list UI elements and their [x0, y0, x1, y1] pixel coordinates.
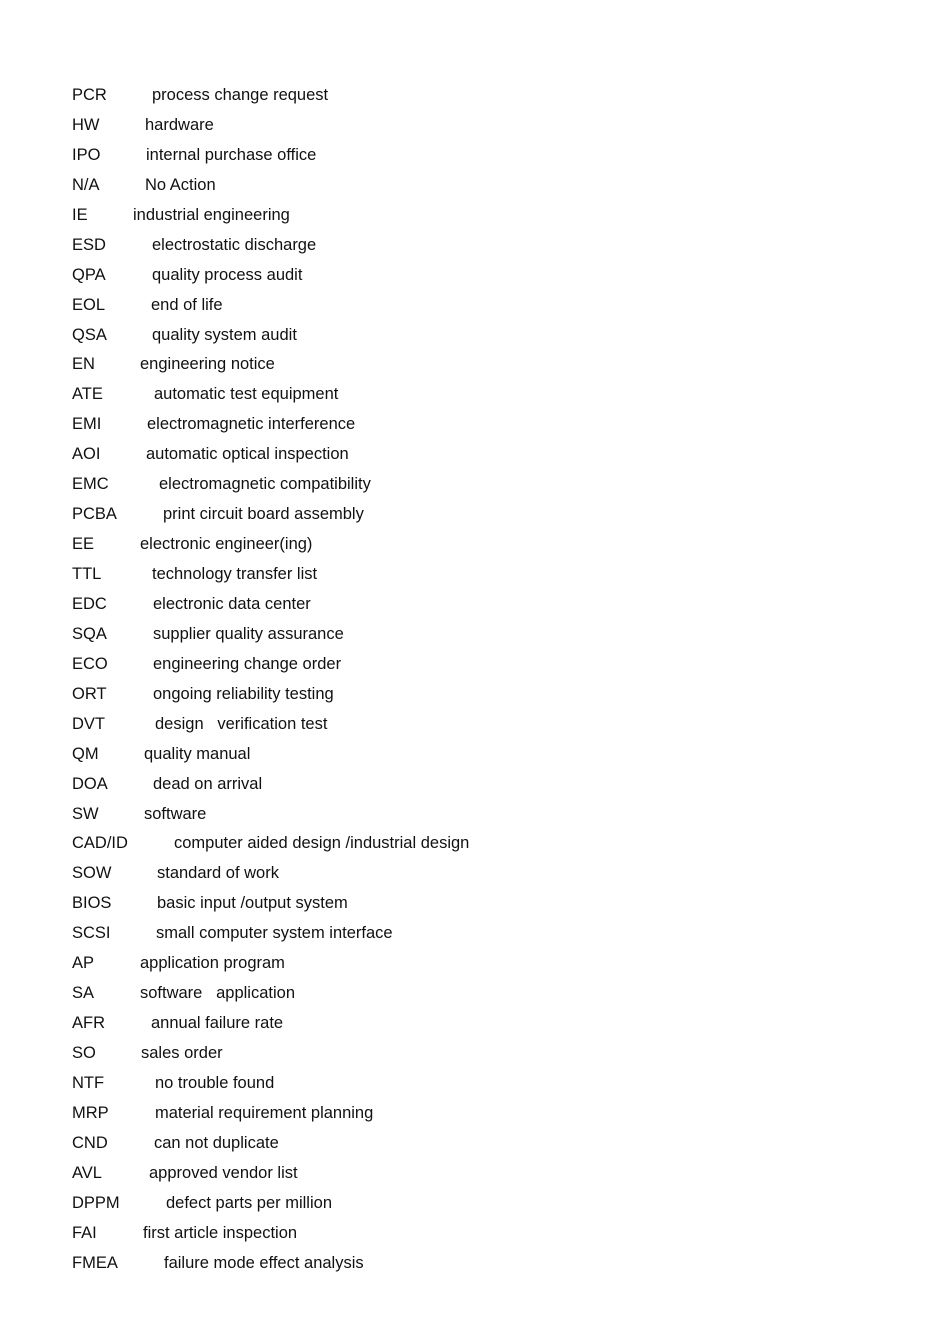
definition: software application — [140, 984, 296, 1003]
glossary-entry — [72, 414, 469, 444]
definition: computer aided design /industrial design — [174, 834, 470, 853]
glossary-entry — [72, 115, 469, 145]
glossary-entry — [72, 145, 469, 175]
definition: No Action — [145, 175, 216, 194]
abbreviation: SQA — [72, 624, 107, 643]
abbreviation: CAD/ID — [72, 834, 128, 853]
definition: basic input /output system — [157, 894, 348, 913]
definition: no trouble found — [155, 1073, 275, 1092]
definition: electromagnetic compatibility — [159, 475, 371, 494]
abbreviation: BIOS — [72, 894, 112, 913]
glossary-entry — [72, 474, 469, 504]
definition: first article inspection — [143, 1223, 298, 1242]
glossary-entry — [72, 1043, 469, 1073]
abbreviation: EMC — [72, 475, 109, 494]
glossary-entry — [72, 504, 469, 534]
abbreviation: EE — [72, 535, 95, 554]
abbreviation: MRP — [72, 1103, 109, 1122]
glossary-entry — [72, 295, 469, 325]
abbreviation: EMI — [72, 415, 102, 434]
definition: internal purchase office — [146, 145, 317, 164]
definition: design verification test — [155, 714, 328, 733]
abbreviation: TTL — [72, 565, 102, 583]
abbreviation: AP — [72, 954, 95, 973]
glossary-entry — [72, 235, 469, 265]
glossary-entry — [72, 684, 469, 714]
abbreviation: PCBA — [72, 505, 117, 524]
glossary-entry — [72, 983, 469, 1013]
glossary-entry — [72, 1253, 469, 1283]
definition: quality system audit — [152, 325, 297, 344]
abbreviation: FMEA — [72, 1253, 118, 1272]
abbreviation: FAI — [72, 1223, 97, 1242]
abbreviation: DPPM — [72, 1193, 120, 1212]
glossary-entry — [72, 534, 469, 564]
definition: can not duplicate — [154, 1133, 279, 1152]
glossary-entry — [72, 85, 469, 115]
abbreviation: ESD — [72, 235, 106, 254]
definition: electronic data center — [153, 594, 311, 613]
definition: dead on arrival — [153, 774, 263, 793]
abbreviation: IE — [72, 205, 88, 224]
glossary-entry — [72, 863, 469, 893]
abbreviation: SCSI — [72, 924, 111, 943]
abbreviation: EOL — [72, 295, 106, 314]
glossary-entry — [72, 1133, 469, 1163]
glossary-entry — [72, 1163, 469, 1193]
definition: print circuit board assembly — [163, 505, 364, 524]
abbreviation: ATE — [72, 385, 103, 404]
definition: failure mode effect analysis — [164, 1253, 364, 1272]
abbreviation: DVT — [72, 714, 105, 733]
definition: sales order — [141, 1044, 223, 1062]
abbreviation: SA — [72, 984, 95, 1003]
abbreviation: AVL — [72, 1163, 102, 1182]
definition: quality manual — [144, 744, 251, 763]
definition: electronic engineer(ing) — [140, 535, 313, 554]
abbreviation: AOI — [72, 445, 101, 464]
definition: industrial engineering — [133, 205, 290, 224]
abbreviation: SOW — [72, 864, 112, 883]
abbreviation: SW — [72, 804, 99, 823]
abbreviation: ECO — [72, 654, 108, 673]
abbreviation: EDC — [72, 594, 107, 613]
definition: electromagnetic interference — [147, 415, 356, 434]
glossary-entry — [72, 444, 469, 474]
glossary-entry — [72, 714, 469, 744]
glossary-entry — [72, 1193, 469, 1223]
abbreviation: QM — [72, 744, 99, 763]
glossary-entry — [72, 654, 469, 684]
glossary-entry — [72, 953, 469, 983]
glossary-entry — [72, 893, 469, 923]
glossary-entry — [72, 624, 469, 654]
definition: defect parts per million — [166, 1193, 332, 1212]
definition: end of life — [151, 295, 223, 314]
abbreviation: QPA — [72, 265, 106, 284]
glossary-entry — [72, 325, 469, 355]
definition: hardware — [145, 115, 214, 134]
glossary-entry — [72, 205, 469, 235]
glossary-entry — [72, 774, 469, 804]
glossary-entry — [72, 833, 469, 863]
glossary-entry — [72, 1223, 469, 1253]
definition: engineering change order — [153, 654, 342, 673]
abbreviation: PCR — [72, 86, 107, 104]
abbreviation: DOA — [72, 774, 108, 793]
glossary-entry — [72, 354, 469, 384]
glossary-entry — [72, 265, 469, 295]
definition: material requirement planning — [155, 1103, 374, 1122]
definition: approved vendor list — [149, 1163, 298, 1182]
definition: standard of work — [157, 864, 279, 883]
abbreviation: IPO — [72, 145, 101, 164]
glossary-entry — [72, 594, 469, 624]
definition: supplier quality assurance — [153, 624, 344, 643]
abbreviation: HW — [72, 115, 100, 134]
definition: technology transfer list — [152, 565, 318, 583]
definition: software — [144, 804, 207, 823]
glossary-entry — [72, 1073, 469, 1103]
definition: engineering notice — [140, 355, 275, 374]
abbreviation: SO — [72, 1044, 96, 1062]
glossary-entry — [72, 804, 469, 834]
glossary-entry — [72, 564, 469, 594]
abbreviation: ORT — [72, 684, 107, 703]
definition: annual failure rate — [151, 1014, 284, 1033]
definition: application program — [140, 954, 285, 973]
definition: quality process audit — [152, 265, 303, 284]
definition: small computer system interface — [156, 924, 393, 943]
definition: automatic test equipment — [154, 385, 339, 404]
abbreviation: QSA — [72, 325, 107, 344]
abbreviation: AFR — [72, 1014, 105, 1033]
abbreviation: EN — [72, 355, 95, 374]
glossary-entry — [72, 384, 469, 414]
definition: electrostatic discharge — [152, 235, 317, 254]
glossary-entry — [72, 1013, 469, 1043]
glossary-entry — [72, 175, 469, 205]
abbreviation: NTF — [72, 1073, 105, 1092]
abbreviation: N/A — [72, 175, 100, 194]
abbreviation: CND — [72, 1133, 108, 1152]
glossary-entry — [72, 923, 469, 953]
glossary-entry — [72, 744, 469, 774]
definition: ongoing reliability testing — [153, 684, 334, 703]
glossary-entry — [72, 1103, 469, 1133]
definition: automatic optical inspection — [146, 445, 349, 464]
glossary-list — [72, 85, 469, 1283]
definition: process change request — [152, 86, 329, 104]
